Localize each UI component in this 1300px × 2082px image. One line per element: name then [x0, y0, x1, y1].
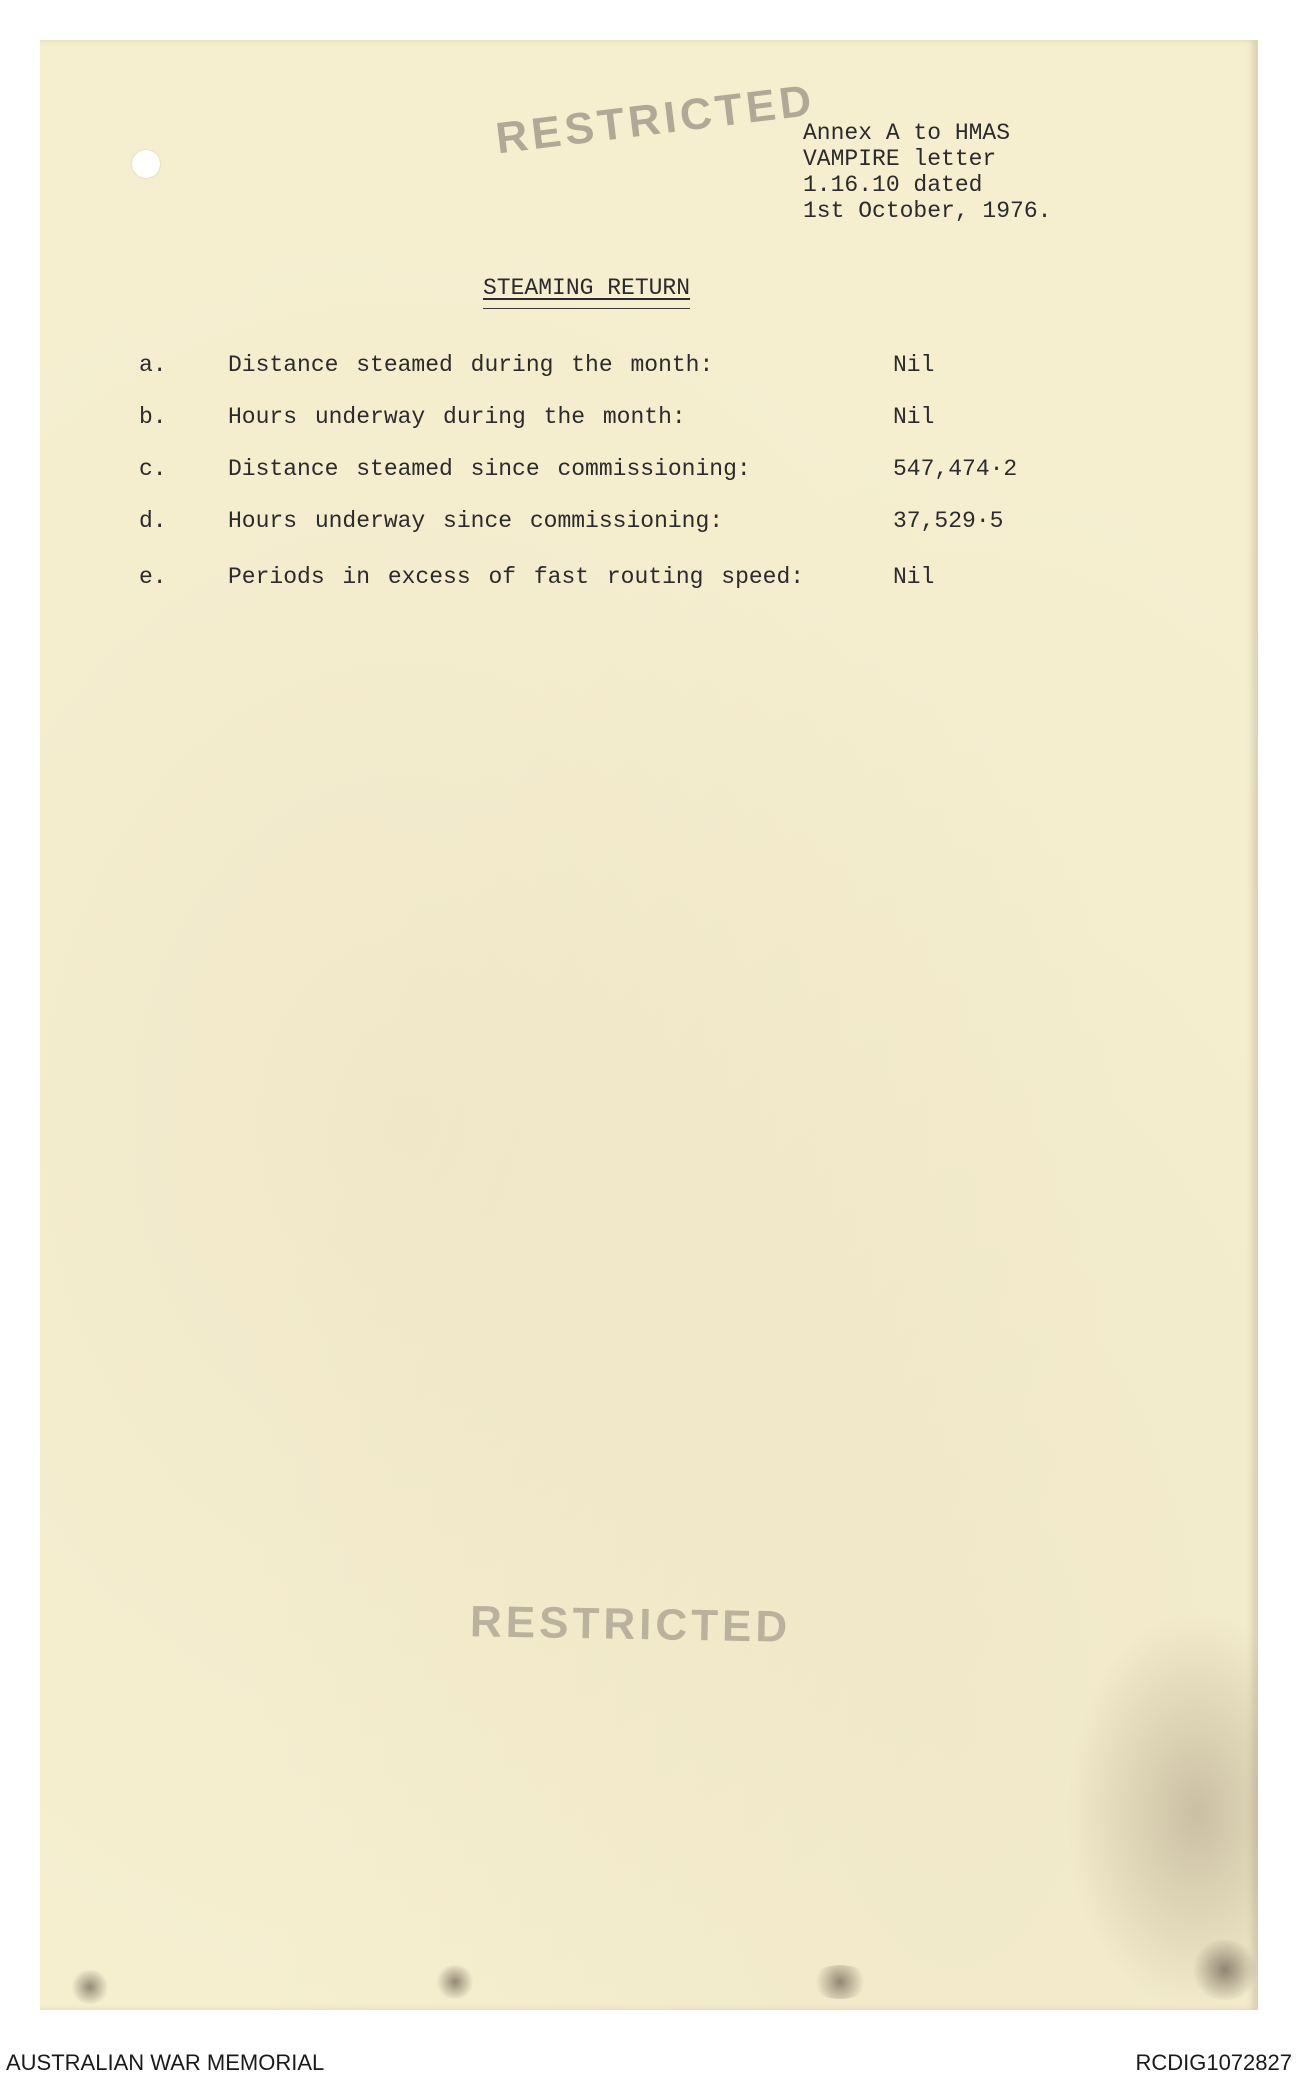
edge-smudge: [1190, 1940, 1260, 2000]
item-description: Hours underway during the month:: [228, 404, 686, 430]
item-value: Nil: [893, 564, 935, 590]
document-page: [40, 40, 1258, 2010]
item-description: Periods in excess of fast routing speed:: [228, 564, 805, 590]
item-description: Distance steamed since commissioning:: [228, 456, 751, 482]
return-item-a: [40, 352, 1258, 384]
reference-line-2: VAMPIRE letter: [803, 146, 997, 172]
footer-source: AUSTRALIAN WAR MEMORIAL: [6, 2050, 325, 2075]
return-item-c: [40, 456, 1258, 488]
reference-line-3: 1.16.10 dated: [803, 172, 983, 198]
document-title: STEAMING RETURN: [483, 275, 691, 301]
annex-reference: [803, 120, 1051, 224]
item-description: Distance steamed during the month:: [228, 352, 714, 378]
edge-smudge: [70, 1970, 110, 2004]
return-item-d: [40, 508, 1258, 540]
return-item-e: [40, 564, 1258, 596]
item-description: Hours underway since commissioning:: [228, 508, 724, 534]
return-item-b: [40, 404, 1258, 436]
edge-smudge: [810, 1965, 870, 1999]
item-letter: c.: [139, 456, 167, 482]
item-value: Nil: [893, 352, 935, 378]
item-letter: e.: [139, 564, 167, 590]
punch-hole: [132, 150, 160, 178]
item-value: 37,529·5: [893, 508, 1004, 534]
item-letter: b.: [139, 404, 167, 430]
restricted-stamp-bottom: RESTRICTED: [469, 1597, 792, 1652]
edge-smudge: [435, 1965, 475, 1999]
item-letter: a.: [139, 352, 167, 378]
reference-line-1: Annex A to HMAS: [803, 120, 1011, 146]
item-value: 547,474·2: [893, 456, 1018, 482]
item-value: Nil: [893, 404, 935, 430]
footer-id: RCDIG1072827: [1135, 2050, 1292, 2075]
reference-line-4: 1st October, 1976.: [803, 198, 1052, 224]
restricted-stamp-top: RESTRICTED: [493, 75, 818, 164]
item-letter: d.: [139, 508, 167, 534]
